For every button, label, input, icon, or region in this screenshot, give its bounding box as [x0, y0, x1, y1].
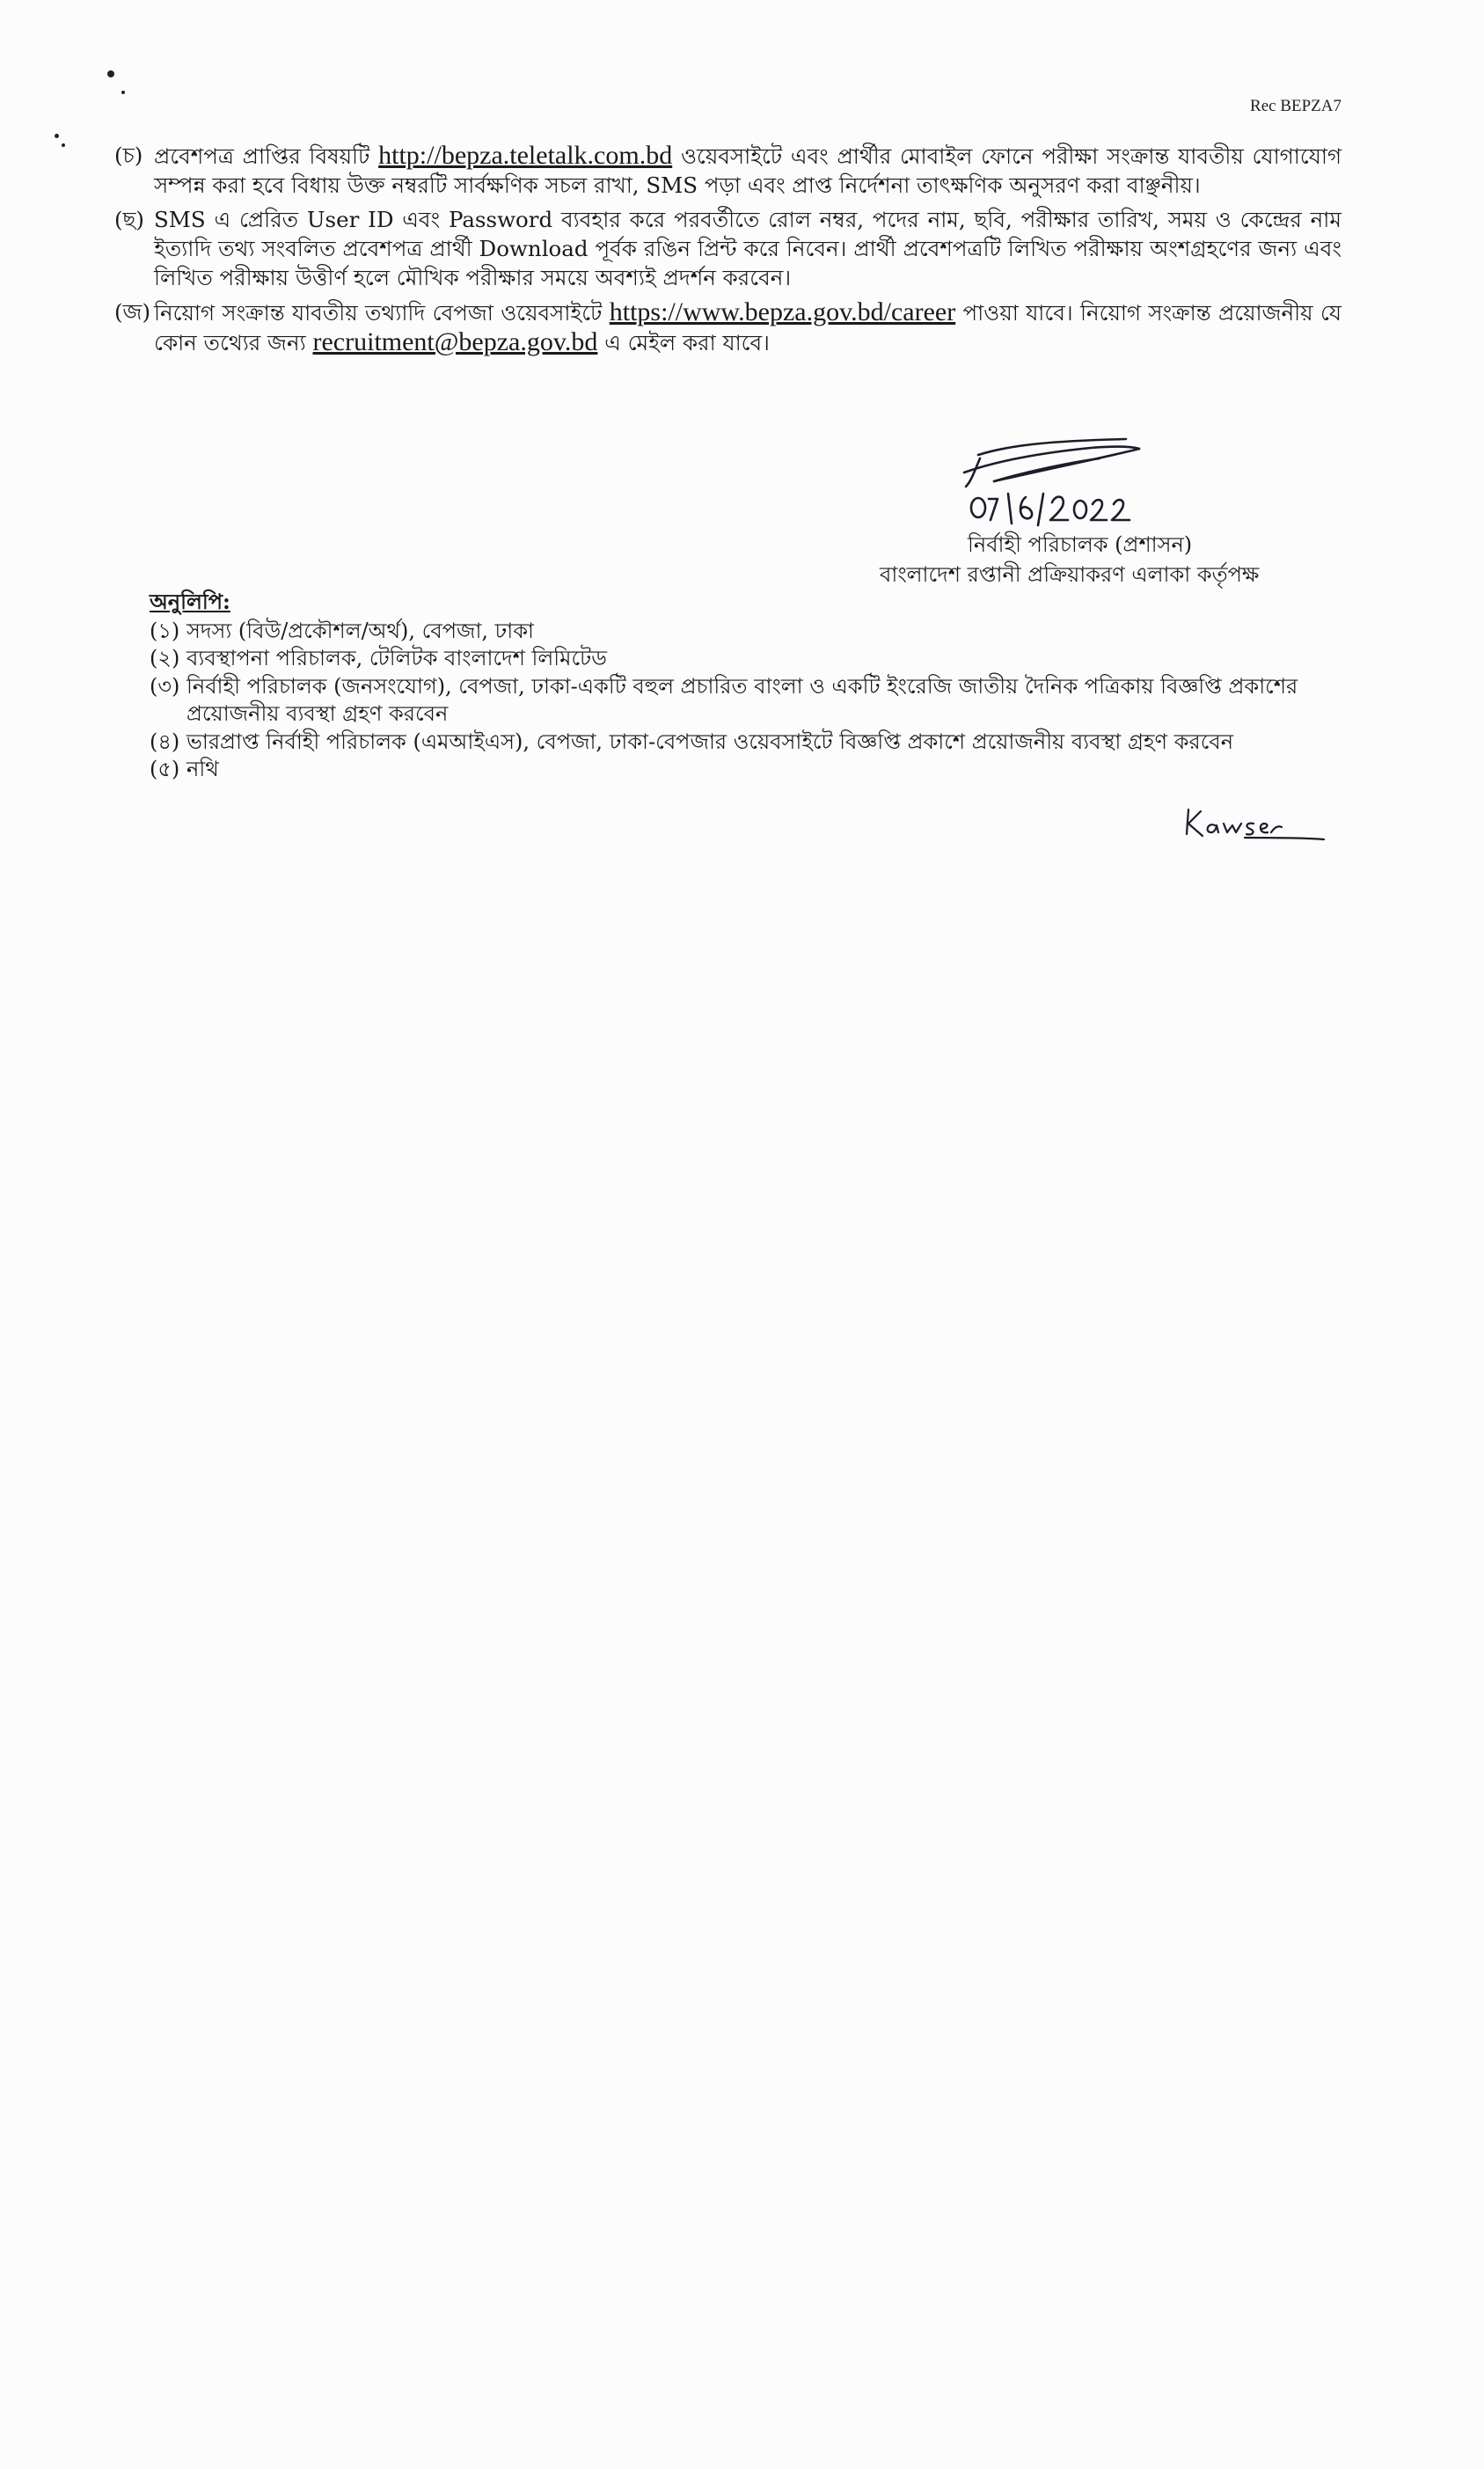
- scan-speck: [121, 91, 125, 94]
- copy-to-marker: (৩): [150, 673, 180, 699]
- instruction-marker: (জ): [114, 299, 151, 325]
- reference-code: Rec BEPZA7: [1250, 97, 1341, 115]
- scan-speck: [107, 70, 114, 77]
- recruitment-email-link[interactable]: recruitment@bepza.gov.bd: [312, 327, 598, 356]
- copy-to-item: [150, 645, 1320, 673]
- copy-to-marker: (৫): [150, 757, 180, 781]
- career-link[interactable]: https://www.bepza.gov.bd/career: [609, 297, 956, 326]
- handwritten-initials: [1183, 802, 1333, 846]
- copy-to-item: [150, 618, 1320, 646]
- instruction-text-before: প্রবেশপত্র প্রাপ্তির বিষয়টি: [154, 143, 379, 169]
- instruction-item: [114, 141, 1341, 200]
- signature-block: [871, 436, 1311, 594]
- signer-organization: বাংলাদেশ রপ্তানী প্রক্রিয়াকরণ এলাকা কর্তৃপক্ষ: [880, 562, 1260, 587]
- copy-to-text: ব্যবস্থাপনা পরিচালক, টেলিটক বাংলাদেশ লিমিটেড: [186, 646, 607, 670]
- copy-to-list: [150, 618, 1320, 784]
- signer-title: নির্বাহী পরিচালক (প্রশাসন): [968, 532, 1193, 557]
- instruction-text-after: এ মেইল করা যাবে।: [597, 330, 770, 355]
- copy-to-marker: (৪): [150, 729, 180, 754]
- copy-to-heading: অনুলিপি:: [150, 589, 230, 614]
- scan-speck: [62, 143, 65, 147]
- instruction-text: [154, 141, 1341, 200]
- copy-to-text: নির্বাহী পরিচালক (জনসংযোগ), বেপজা, ঢাকা-একটি বহুল প্রচারিত বাংলা ও একটি ইংরেজি জাতীয় দৈনিক পত্রিকায় বিজ্ঞপ্তি প্রকাশের প্রয়োজনীয় ব্যবস্থা গ্রহণ করবেন: [186, 673, 1298, 726]
- instruction-text-after: ওয়েবসাইটে এবং প্রার্থীর মোবাইল ফোনে পরীক্ষা সংক্রান্ত যাবতীয় যোগাযোগ সম্পন্ন করা হবে বিধায় উক্ত নম্বরটি সার্বক্ষণিক সচল রাখা, SMS পড়া এবং প্রাপ্ত নির্দেশনা তাৎক্ষণিক অনুসরণ করা বাঞ্ছনীয়।: [154, 143, 1341, 198]
- instruction-list: [114, 141, 1341, 363]
- copy-to-text: ভারপ্রাপ্ত নির্বাহী পরিচালক (এমআইএস), বেপজা, ঢাকা-বেপজার ওয়েবসাইটে বিজ্ঞপ্তি প্রকাশে প্রয়োজনীয় ব্যবস্থা গ্রহণ করবেন: [186, 729, 1234, 754]
- copy-to-text: নথি: [186, 757, 219, 781]
- copy-to-item: [150, 756, 1320, 784]
- copy-to-marker: (১): [150, 618, 180, 643]
- handwritten-signature: [959, 436, 1188, 537]
- instruction-item: [114, 297, 1341, 357]
- instruction-marker: (চ): [114, 143, 143, 168]
- copy-to-item: [150, 729, 1320, 757]
- instruction-marker: (ছ): [114, 207, 144, 232]
- copy-to-text: সদস্য (বিউ/প্রকৌশল/অর্থ), বেপজা, ঢাকা: [186, 618, 534, 643]
- instruction-item: [114, 205, 1341, 292]
- instruction-text: SMS এ প্রেরিত User ID এবং Password ব্যবহার করে পরবর্তীতে রোল নম্বর, পদের নাম, ছবি, পরীক্ষার তারিখ, সময় ও কেন্দ্রের নাম ইত্যাদি তথ্য সংবলিত প্রবেশপত্র প্রার্থী Download পূর্বক রঙিন প্রিন্ট করে নিবেন। প্রার্থী প্রবেশপত্রটি লিখিত পরীক্ষায় অংশগ্রহণের জন্য এবং লিখিত পরীক্ষায় উত্তীর্ণ হলে মৌখিক পরীক্ষার সময়ে অবশ্যই প্রদর্শন করবেন।: [154, 207, 1341, 290]
- copy-to-item: [150, 673, 1320, 729]
- instruction-text-before: নিয়োগ সংক্রান্ত যাবতীয় তথ্যাদি বেপজা ওয়েবসাইটে: [154, 300, 610, 326]
- scan-speck: [55, 134, 59, 138]
- instruction-text-middle: পাওয়া যাবে। নিয়োগ সংক্রান্ত প্রয়োজনীয় যে কোন তথ্যের জন্য: [154, 300, 1341, 355]
- copy-to-marker: (২): [150, 646, 180, 670]
- copy-to-section: [150, 588, 1320, 784]
- instruction-text: [154, 297, 1341, 357]
- teletalk-link[interactable]: http://bepza.teletalk.com.bd: [378, 141, 673, 170]
